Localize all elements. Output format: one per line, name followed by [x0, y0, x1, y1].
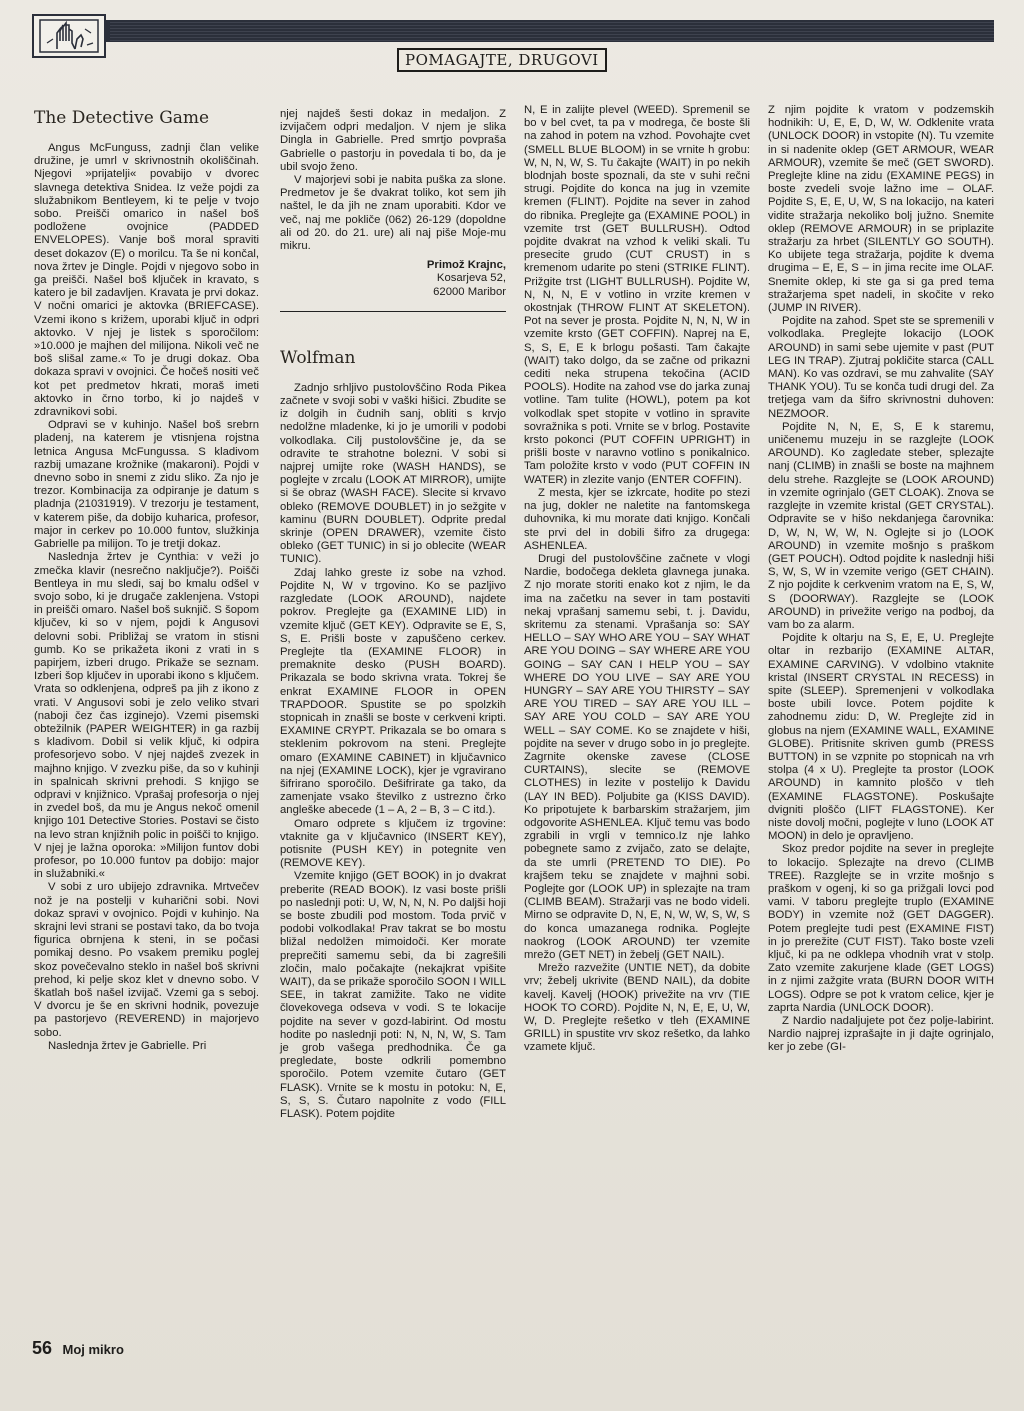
article-heading-detective-game: The Detective Game — [34, 108, 210, 128]
paragraph: Z njim pojdite k vratom v podzemskih hodnikih: U, E, E, D, W, W. Odklenite vrata (UNLOCK DOOR) in vstopite (N). Tu vzemite in si nadenite oklep (GET ARMOUR, WEAR ARMOUR), vzemite še meč (GET SWORD). Preglejte kline na zidu (EXAMINE PEGS) in boste zvedeli svoje lažno ime – OLAF. Pojdite S, E, E, U, W, S na lokacijo, na kateri vidite stražarja nekoliko bolj južno. Snemite oklep (REMOVE ARMOUR) in se priplazite stražarju za hrbet (SILENTLY GO SOUTH). Ko ubijete tega stražarja, pojdite k dvema drugima – E, E, S – in jima recite ime OLAF. Snemite oklep, ki ste ga si ga pred tema stražarjema spet nadeli, in skočite v reko (JUMP IN RIVER). — [768, 104, 994, 315]
divider — [280, 311, 506, 312]
paragraph: Drugi del pustolovščine začnete v vlogi Nardie, bodočega dekleta glavnega junaka. Z njo morate storiti enako kot z njim, le da ima na začetku na sever in tam postaviti nekaj vprašanj samemu sebi, t. j. Davidu, skritemu za stenami. Vprašanja so: SAY HELLO – SAY WHO ARE YOU – SAY WHAT ARE YOU DOING – SAY WHERE ARE YOU GOING – SAY CAN I HELP YOU – SAY WHERE DO YOU LIVE – SAY ARE YOU HUNGRY – SAY ARE YOU THIRSTY – SAY ARE YOU TIRED – SAY ARE YOU ILL – SAY ARE YOU COLD – SAY ARE YOU WELL – SAY COME. Ko se znajdete v hiši, pojdite na sever v drugo sobo in jo preglejte. Zagrnite okenske zavese (CLOSE CURTAINS), slecite se (REMOVE CLOTHES) in lezite v postelijo k Davidu (LAY IN BED). Poljubite ga (KISS DAVID). Ko pripotujete k barbarskim stražarjem, jim odgovorite ASHENLEA. Ključ temu vas bodo zgrabili in vrgli v temnico.Iz nje lahko pobegnete samo z zvijačo, zato se delajte, da ste umrli (PRETEND TO DIE). Po krajšem teku se znajdete v majhni sobi. Poglejte gor (LOOK UP) in splezajte na tram (CLIMB BEAM). Stražarji vas ne bodo videli. Mirno se odpravite D, N, E, N, W, W, S, W, S do konca umazanega rodnika. Poglejte naokrog (LOOK AROUND) ter vzemite mrežo (GET NET) in žebelj (GET NAIL). — [524, 552, 750, 961]
author-address-street: Kosarjeva 52, — [436, 272, 506, 285]
column-2 — [280, 108, 506, 1121]
paragraph: Naslednja žrtev je Cynthia: v veži jo zmečka klavir (nesrečno naključje?). Poišči Bentleya in mu sledi, saj bo kmalu odšel v svojo sobo, ki je drugače zaklenjena. Vstopi in preišči omaro. Našel boš suknjič. S šopom ključev, ki so v njem, pojdi k Angusovi delovni sobi. Približaj se vratom in stisni gumb. Ko se prikažeta ikoni z vrati in s papirjem, izberi drugo. Prikaže se seznam. Izberi šop ključev in uporabi ikono s ključem. Vrata so odklenjena, odpreš pa jih z ikono z vrati. V Angusovi sobi je zelo veliko stvari (naboji čez čas izginejo). Vzemi pisemski obtežilnik (PAPER WEIGHTER) in ga razbij s kladivom. Dobil si velik ključ, ki odpira profesorjevo sobo. V njej najdeš zvezek in majhno knjigo. V zvezku piše, da so v kuhinji in spalnicah skrivni prehodi. S knjigo se odpravi v knjižnico. Vprašaj profesorja o njej in zvedel boš, da mu je Angus nekoč omenil knjigo 101 Detective Stories. Postavi se čisto na levo stran knjižnih polic in poišči to knjigo. V njej je lažna oporoka: »Milijon funtov dobi profesor, po 10.000 funtov pa dobijo: major in služabniki.« — [34, 551, 259, 881]
paragraph: N, E in zalijte plevel (WEED). Spremenil se bo v bel cvet, ta pa v modrega, če boste šli na zahod in potem na vzhod. Povohajte cvet (SMELL BLUE BLOOM) in se vrnite h grobu: W, N, N, W, S. Tu čakajte (WAIT) in po nekih blodnjah boste spoznali, da ste v suhi rečni strugi. Pojdite do konca na jug in vzemite kremen (FLINT). Pojdite na sever in zahod do ribnika. Preglejte ga (EXAMINE POOL) in vzemite trst (GET BULLRUSH). Odtod pojdite dvakrat na vzhod k veliki skali. Tu presecite grudo (CUT CRUST) in s kremenom udarite po steni (STRIKE FLINT). Prižgite trst (LIGHT BULLRUSH). Pojdite W, N, N, N, E v votlino in vrzite kremen v okostnjak (THROW FLINT AT SKELETON). Pot na sever je prosta. Pojdite N, N, N, W in vzemite krsto (GET COFFIN). Naprej na E, S, S, E, E k brlogu pošasti. Tam čakajte (WAIT) tako dolgo, da se začne od prikazni cediti neka strupena tekočina (ACID POOLS). Hodite na zahod vse do jarka zunaj votline. Tam tulite (HOWL), potem pa kot volkodlak spet stopite v votlino in spravite sovražnika s poti. Vrnite se v brlog. Postavite krsto pokonci (PUT COFFIN UPRIGHT) in prišli boste v naravno votlino s ponikalnico. Tam položite krsto v vodo (PUT COFFIN IN WATER) in zlezite vanjo (ENTER COFFIN). — [524, 104, 750, 486]
paragraph: Angus McFunguss, zadnji član velike družine, je umrl v skrivnostnih okoliščinah. Njegovi »prijatelji« povabijo v dvorec slavnega detektiva Snidea. Iz veže pojdi za služabnikom Bentleyem, ki te pelje v tvojo sobo. Preišči omarico in našel boš podložene ovojnice (PADDED ENVELOPES). Vanje boš moral spraviti deset dokazov (E) o morilcu. Ta še ni končal, nova žrtev je Dingle. Pojdi v njegovo sobo in ga preišči. Našel boš ključek in kravato, s katero je bil zadavljen. Kravata je prvi dokaz. V nočni omarici je aktovka (BRIEFCASE). Vzemi ikono s križem, uporabi ključ in odpri aktovko. V njej je listek s sporočilom: »10.000 je majhen del milijona. Nikoli več ne boš slišal zame.« To je drugi dokaz. Oba dokaza spravi v ovojnici. Če hočeš nositi več kot pet predmetov hkrati, moraš imeti aktovko in črno torbo, ki jo najdeš v zdravnikovi sobi. — [34, 142, 259, 419]
column-1 — [34, 108, 259, 1053]
author-signature — [280, 259, 506, 272]
section-title: POMAGAJTE, DRUGOVI — [397, 48, 607, 72]
header-bar-stripes — [110, 20, 994, 42]
paragraph: njej najdeš šesti dokaz in medaljon. Z izvijačem odpri medaljon. V njem je slika Dingla in Gabrielle. Pred smrtjo povpraša Gabrielle o pastorju in povedala ti bo, da je ubil svojo ženo. — [280, 108, 506, 173]
article-heading-wolfman: Wolfman — [280, 347, 356, 368]
column-3 — [524, 104, 750, 1055]
section-logo-icon — [32, 14, 106, 58]
paragraph: Z Nardio nadaljujete pot čez polje-labirint. Nardio najprej izprašajte in ji dajte ogrinjalo, ker jo zebe (GI- — [768, 1015, 994, 1054]
paragraph: Pojdite N, N, E, S, E k staremu, uničenemu muzeju in se razglejte (LOOK AROUND). Ko zagledate steber, splezajte nanj (CLIMB) in znašli se boste na majhnem delu strehe. Razglejte se (LOOK AROUND) in vzemite ogrinjalo (GET CLOAK). Znova se razglejte in vzemite kristal (GET CRYSTAL). Odpravite se v hišo nekdanjega čarovnika: D, W, N, W, W, N. Oglejte si jo (LOOK AROUND) in vzemite mošnjo s praškom (GET POUCH). Odtod pojdite k naslednji hiši S, W, S, W in vzemite verigo (GET CHAIN). Z njo pojdite k cerkvenim vratom na E, S, W, S (DOORWAY). Razglejte se (LOOK AROUND) in privežite verigo na podboj, da vam bo za alarm. — [768, 420, 994, 631]
magazine-name: Moj mikro — [62, 1342, 124, 1357]
author-name: Primož Krajnc, — [426, 259, 506, 272]
column-4 — [768, 104, 994, 1055]
paragraph: Pojdite na zahod. Spet ste se spremenili v volkodlaka. Preglejte lokacijo (LOOK AROUND) in sami sebe ujemite v past (PUT LEG IN TRAP). Zjutraj pokličite starca (CALL MAN). Ko vas ozdravi, se mu zahvalite (SAY THANK YOU). Tu se konča tudi drugi del. Za tretjega vam da šifro skrivnostni duhoven: NEZMOOR. — [768, 315, 994, 420]
paragraph: Z mesta, kjer se izkrcate, hodite po stezi na jug, dokler ne naletite na fantomskega duhovnika, ki mu morate dati knjigo. Končali ste prvi del in dobili šifro za drugega: ASHENLEA. — [524, 486, 750, 552]
author-address-city: 62000 Maribor — [433, 285, 506, 298]
paragraph: Zadnjo srhljivo pustolovščino Roda Pikea začnete v svoji sobi v vaški hišici. Zbudite se iz dolgih in čudnih sanj, obliti s krvjo nedolžne mladenke, ki jo je umorili v podobi volkodlaka. Cilj pustolovščine je, da se odravite te strahotne bolezni. V sobi si najprej umijte roke (WASH HANDS), se poglejte v zrcalu (LOOK AT MIRROR), umijte si še obraz (WASH FACE). Slecite si krvavo obleko (REMOVE DOUBLET) in jo sežgite v kaminu (BURN DOUBLET). Odprite predal skrinje (OPEN DRAWER), vzemite čisto obleko (GET TUNIC) in si jo oblecite (WEAR TUNIC). — [280, 381, 506, 566]
paragraph: Skoz predor pojdite na sever in preglejte to lokacijo. Splezajte na drevo (CLIMB TREE). Razglejte se in vrzite mošnjo s praškom v ogenj, ki so ga prižgali lovci pod vami. V taboru preglejte truplo (EXAMINE BODY) in vzemite nož (GET DAGGER). Potem preglejte tudi pest (EXAMINE FIST) in jo prerežite (CUT FIST). Tako boste vzeli ključ, ki pa ne odklepa vhodnih vrat v stolp. Zato vzemite zakurjene klade (GET LOGS) in z njimi zažgite vrata (BURN DOOR WITH LOGS). Odpre se pot k vratom celice, kjer je zaprta Nardia (UNLOCK DOOR). — [768, 843, 994, 1014]
paragraph: Zdaj lahko greste iz sobe na vzhod. Pojdite N, W v trgovino. Ko se pazljivo razgledate (LOOK AROUND), najdete pokrov. Preglejte ga (EXAMINE LID) in vzemite ključ (GET KEY). Odpravite se E, S, S, E. Prišli boste v zapuščeno cerkev. Preglejte tla (EXAMINE FLOOR) in premaknite desko (PUSH BOARD). Prikazala se bodo skrivna vrata. Tokrej še enkrat EXAMINE FLOOR in OPEN TRAPDOOR. Spustite se po spolzkih stopnicah in znašli se boste v cerkveni kripti. EXAMINE CRYPT. Prikazala se bo omara s steklenim pokrovom na steni. Preglejte omaro (EXAMINE CABINET) in ključavnico na njej (EXAMINE LOCK), kjer je vgravirano šifrirano sporočilo. Dešifrirate ga tako, da zamenjate vsako številko z ustrezno črko angleške abecede (1 – A, 2 – B, 3 – C itd.). — [280, 566, 506, 817]
paragraph: Vzemite knjigo (GET BOOK) in jo dvakrat preberite (READ BOOK). Iz vasi boste prišli po naslednji poti: U, W, N, N, N. Po daljši hoji se boste zbudili pod mostom. Toda prvič v podobi volkodlaka! Prav takrat se bo mostu bližal nedolžen mimoidoči. Ker morate preprečiti samemu sebi, da bi zagrešili zločin, malo počakajte (nekajkrat vpišite WAIT), da se prikaže sporočilo SOON I WILL SEE, in takrat zamižite. Tako ne vidite človekovega odseva v vodi. S te lokacije pojdite na sever v gozd-labirint. Od mostu hodite po naslednji poti: N, N, N, W, S. Tam je grob vašega predhodnika. Če ga pregledate, boste odkrili pomembno sporočilo. Potem vzemite čutaro (GET FLASK). Vrnite se k mostu in potoku: N, E, S, S, S. Čutaro napolnite z vodo (FILL FLASK). Potem pojdite — [280, 870, 506, 1121]
hands-logo-icon — [39, 19, 99, 53]
page-footer — [32, 1338, 124, 1359]
page-number: 56 — [32, 1338, 53, 1358]
paragraph: V majorjevi sobi je nabita puška za slone. Predmetov je še dvakrat toliko, kot sem jih naštel, le da jih ne znam uporabiti. Kdor ve več, naj me pokliče (062) 26-129 (dopoldne ali od 20. do 21. ure) ali naj piše Moje-mu mikru. — [280, 174, 506, 253]
paragraph: Pojdite k oltarju na S, E, E, U. Preglejte oltar in rezbarijo (EXAMINE ALTAR, EXAMINE CARVING). V vdolbino vtaknite kristal (INSERT CRYSTAL IN RECESS) in spite (SLEEP). Spremenjeni v volkodlaka boste ubili lovce. Potem pojdite k zahodnemu zidu: D, W. Preglejte zid in globus na njem (EXAMINE WALL, EXAMINE GLOBE). Pritisnite skriven gumb (PRESS BUTTON) in se vzpnite po stopnicah na vrh stolpa (4 x U). Preglejte ta prostor (LOOK AROUND) in kamnito ploščo v tleh (EXAMINE FLAGSTONE). Poskušajte dvigniti ploščo (LIFT FLAGSTONE). Ker niste dovolj močni, poglejte v luno (LOOK AT MOON) in delo je opravljeno. — [768, 632, 994, 843]
paragraph: Mrežo razvežite (UNTIE NET), da dobite vrv; žebelj ukrivite (BEND NAIL), da dobite kavelj. Kavelj (HOOK) privežite na vrv (TIE HOOK TO CORD). Pojdite N, N, E, E, U, W, W, D. Preglejte rešetko v tleh (EXAMINE GRILL) in spustite vrv skoz rešetko, da lahko vzamete ključ. — [524, 962, 750, 1054]
paragraph: Odpravi se v kuhinjo. Našel boš srebrn pladenj, na katerem je vtisnjena rojstna letnica Angusa McFungussa. S kladivom razbij umazane krožnike (makaroni). Pojdi v dnevno sobo in snemi z zidu sliko. Za njo je trezor. Kombinacija za odpiranje je datum s pladnja (21031919). V trezorju je testament, v katerem piše, da dobijo kuharica, profesor, major in cerkev po 10.000 funtov, služkinja Gabrielle pa milijon. To je tretji dokaz. — [34, 419, 259, 551]
paragraph: Naslednja žrtev je Gabrielle. Pri — [48, 1039, 207, 1052]
paragraph: V sobi z uro ubijejo zdravnika. Mrtvečev nož je na postelji v kuharični sobi. Novi dokaz spravi v ovojnico. Pojdi v kuhinjo. Na skrajni levi strani se postavi tako, da bo tvoja figurica obrnjena k steni, in se počasi pomikaj desno. Po vsakem premiku poglej skoz povečevalno steklo in našel boš skrivni prehod, ki pelje skoz klet v dnevno sobo. V škatlah boš našel izvijač. Vzemi ga s seboj. V dvorcu je še en skrivni hodnik, povezuje pa pastorjevo (REVEREND) in majorjevo sobo. — [34, 881, 259, 1039]
paragraph: Omaro odprete s ključem iz trgovine: vtaknite ga v ključavnico (INSERT KEY), potisnite (PUSH KEY) in potegnite ven (REMOVE KEY). — [280, 817, 506, 870]
